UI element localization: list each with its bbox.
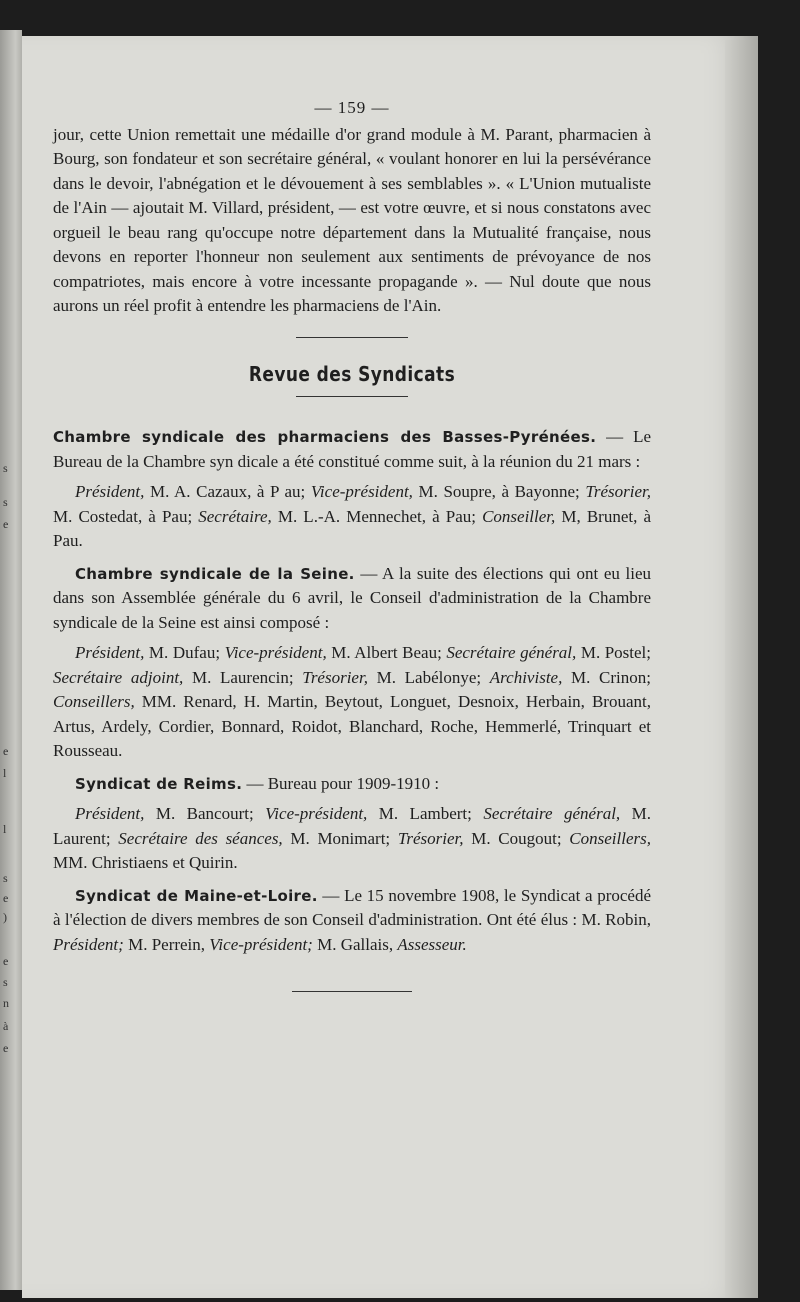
margin-letter: e: [3, 744, 9, 758]
member-names: M, Brunet, à Pau.: [53, 506, 651, 550]
member-names: M. Monimart;: [282, 828, 398, 848]
member-role: Vice-président;: [209, 934, 313, 954]
margin-letter: s: [3, 461, 8, 475]
margin-letter: e: [3, 517, 9, 531]
margin-letter: à: [3, 1019, 9, 1033]
member-role: Secrétaire,: [198, 506, 272, 526]
entry-paragraph: [53, 772, 651, 797]
entry-text: — Le Bureau de la Chambre syn dicale a été constitué comme suit, à la réunion du 21 mars :: [53, 427, 651, 471]
member-list: [53, 641, 651, 764]
adjacent-page-letters: [0, 30, 22, 1290]
divider-top: [296, 337, 408, 338]
member-names: M. Labélonye;: [367, 667, 490, 687]
divider-bottom: [292, 991, 412, 992]
member-names: MM. Christiaens et Quirin.: [53, 853, 238, 872]
intro-paragraph: jour, cette Union remettait une médaille d'or grand module à M. Parant, pharmacien à Bourg, son fondateur et son secrétaire général, « voulant honorer en lui la persévérance dans le devoir, l'abnégation et le dévouement à ses semblables ». « L'Union mutualiste de l'Ain — ajoutait M. Villard, président, — est votre œuvre, et si nous constatons avec orgueil le beau rang qu'occupe notre département dans la Mutualité française, nous devons en reporter l'honneur non seulement aux sentiments de prévoyance de nos compatriotes, mais encore à votre incessante propagande ». — Nul doute que nous aurons un réel profit à entendre les pharmaciens de l'Ain.: [53, 124, 651, 315]
member-role: Trésorier,: [585, 482, 651, 501]
member-role: Secrétaire général,: [446, 643, 577, 662]
member-role: Secrétaire général,: [483, 804, 621, 823]
margin-letter: l: [3, 822, 7, 836]
entry-text: — A la suite des élections qui ont eu lieu dans son Assemblée générale du 6 avril, le Conseil d'administration de la Chambre syndicale de la Seine est ainsi composé :: [53, 563, 651, 632]
member-names: M. Robin,: [581, 910, 651, 929]
member-role: Président,: [75, 482, 145, 501]
entry-heading: Chambre syndicale de la Seine.: [75, 564, 355, 583]
member-names: M. Costedat, à Pau;: [53, 506, 199, 526]
member-list: [53, 802, 651, 876]
member-names: M. Laurencin;: [183, 667, 303, 687]
margin-letter: s: [3, 871, 8, 885]
margin-letter: s: [3, 975, 8, 989]
member-role: Conseiller,: [482, 506, 556, 526]
section-title: Revue des Syndicats: [248, 361, 456, 386]
member-role: Secrétaire adjoint,: [53, 667, 184, 687]
entry-paragraph: [53, 562, 651, 636]
member-role: Assesseur.: [397, 934, 467, 954]
syndicate-entry-basses-pyrenees: [53, 425, 651, 554]
member-role: Trésorier,: [302, 667, 368, 687]
member-names: M. L.-A. Mennechet, à Pau;: [271, 506, 483, 526]
page-right-edge: [725, 40, 758, 1298]
member-role: Conseillers,: [569, 828, 651, 848]
member-names: M. Dufau;: [144, 643, 225, 662]
member-role: Président,: [75, 643, 145, 662]
entry-paragraph: [53, 884, 651, 958]
member-names: M. Laurent;: [53, 804, 652, 848]
member-role: Vice-président,: [310, 482, 413, 501]
member-names: M. Perrein,: [123, 934, 210, 954]
member-names: M. Lambert;: [367, 804, 484, 823]
adjacent-page-edge: [0, 30, 22, 1290]
member-role: Conseillers,: [53, 692, 135, 711]
entry-text: — Le 15 novembre 1908, le Syndicat a procédé à l'élection de divers membres de son Conseil d'administration. Ont été élus :: [53, 885, 652, 929]
member-role: Vice-président,: [224, 643, 327, 662]
member-role: Vice-président,: [265, 804, 368, 823]
member-role: Archiviste,: [489, 667, 563, 687]
syndicate-entry-seine: [53, 562, 651, 764]
entry-heading: Chambre syndicale des pharmaciens des Basses-Pyrénées.: [53, 428, 597, 446]
member-names: M. Soupre, à Bayonne;: [412, 482, 586, 501]
margin-letter: n: [3, 996, 9, 1010]
margin-letter: e: [3, 954, 9, 968]
margin-letter: e: [3, 891, 9, 905]
entry-heading: Syndicat de Maine-et-Loire.: [75, 886, 318, 905]
entry-paragraph: [53, 425, 651, 474]
member-names: MM. Renard, H. Martin, Beytout, Longuet, Desnoix, Herbain, Brouant, Artus, Ardely, Cordier, Bonnard, Roidot, Blanchard, Roche, Hemmerlé, Trinquart et Rousseau.: [53, 692, 651, 760]
member-names: M. Bancourt;: [144, 804, 266, 823]
member-names: M. Postel;: [576, 643, 652, 662]
margin-letter: ): [3, 910, 7, 924]
page-content: [53, 96, 651, 992]
syndicate-entry-maine-et-loire: [53, 884, 651, 958]
member-names: M. Cougout;: [463, 828, 570, 848]
member-role: Trésorier,: [397, 828, 464, 848]
member-names: M. A. Cazaux, à P au;: [144, 482, 311, 501]
page-number: — 159 —: [314, 98, 390, 117]
member-names: M. Gallais,: [312, 934, 398, 954]
divider-under-title: [296, 396, 408, 397]
entry-heading: Syndicat de Reims.: [75, 774, 243, 793]
member-names: M. Crinon;: [562, 667, 651, 687]
member-role: Secrétaire des séances,: [118, 828, 283, 848]
entry-text: — Bureau pour 1909-1910 :: [242, 773, 440, 793]
member-role: Président;: [53, 934, 124, 954]
member-names: M. Albert Beau;: [326, 643, 447, 662]
member-role: Président,: [75, 804, 145, 823]
margin-letter: l: [3, 766, 7, 780]
margin-letter: s: [3, 495, 8, 509]
member-list: [53, 480, 651, 554]
syndicate-entry-reims: [53, 772, 651, 876]
margin-letter: e: [3, 1041, 9, 1055]
